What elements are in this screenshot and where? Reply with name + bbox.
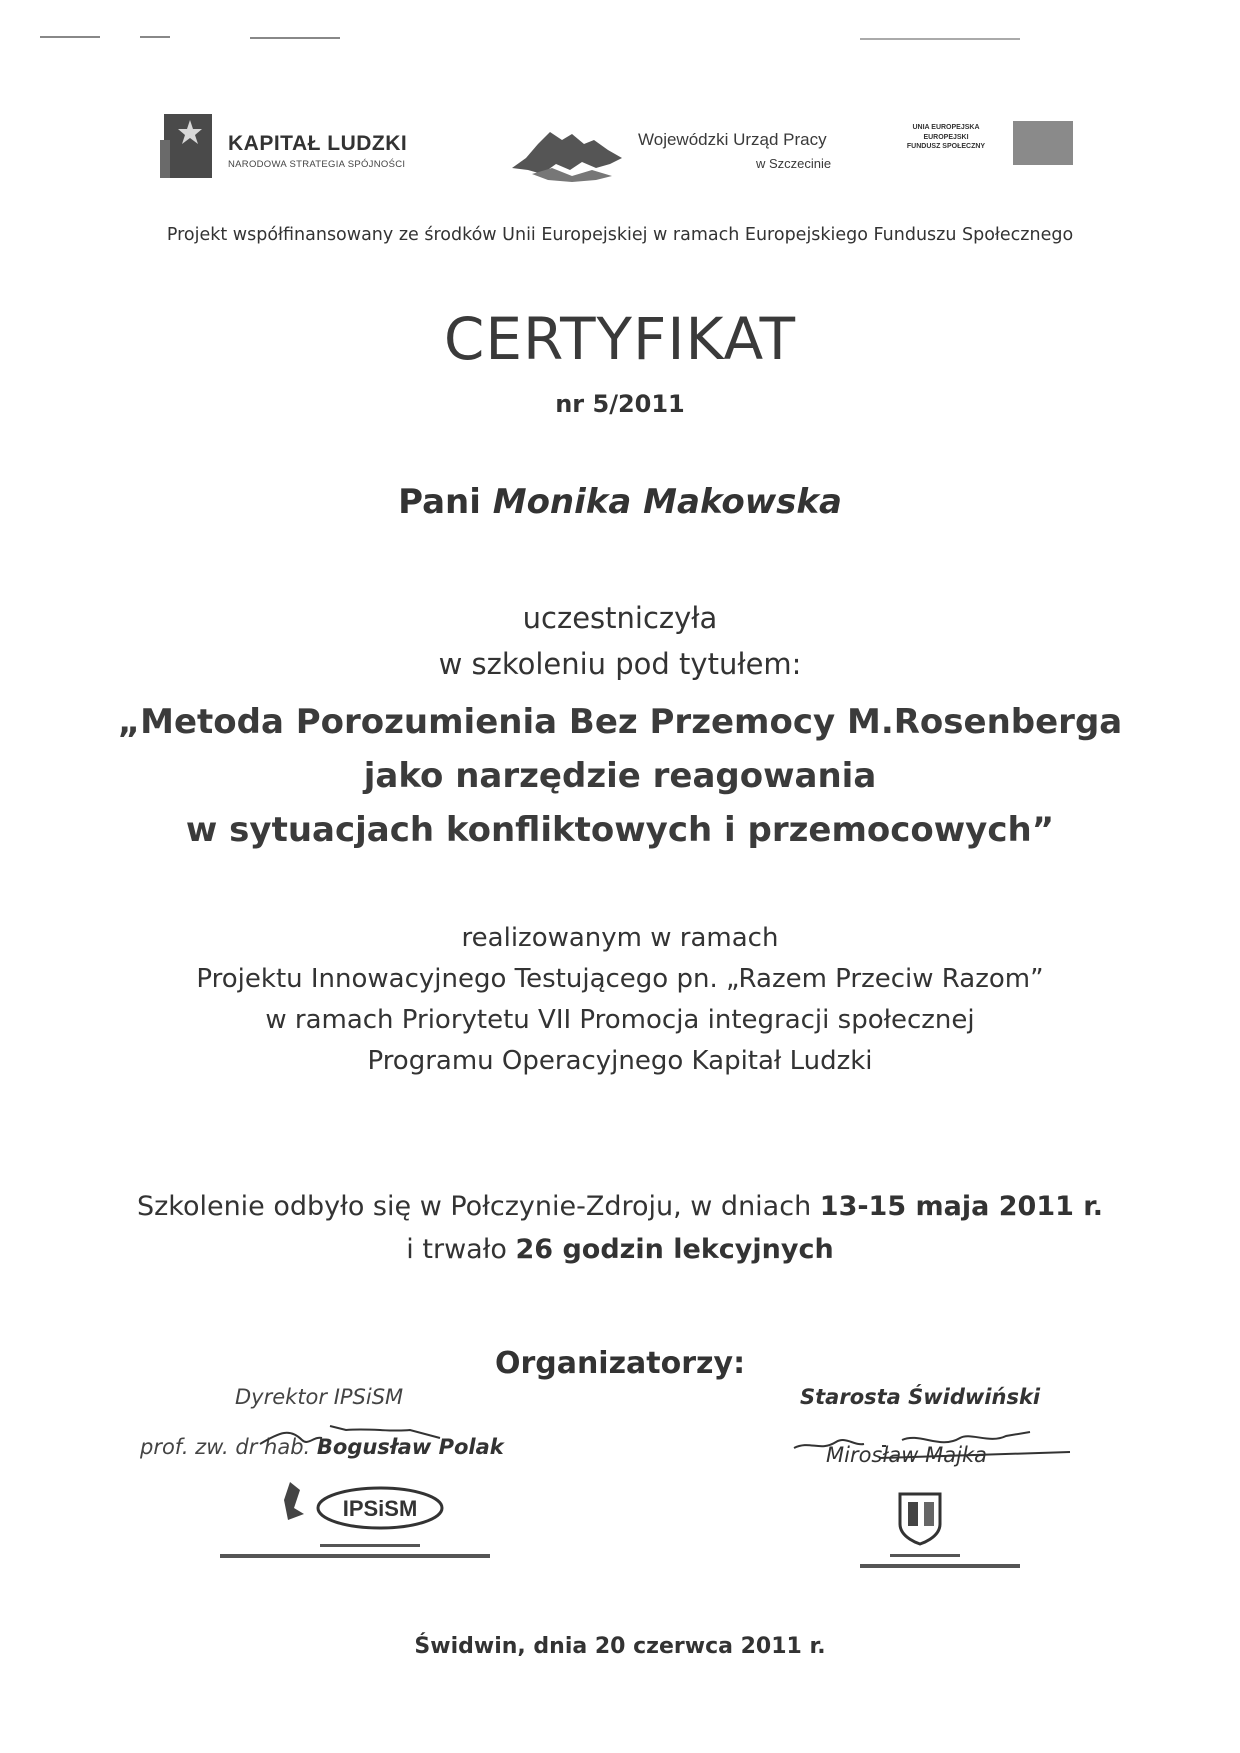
course-title-line: „Metoda Porozumienia Bez Przemocy M.Rosenberga (117, 702, 1123, 742)
signatory-role: Starosta Świdwiński (800, 1385, 1041, 1409)
recipient (0, 482, 1240, 522)
course-title-line: w sytuacjach konfliktowych i przemocowych” (185, 810, 1055, 850)
project-line: w ramach Priorytetu VII Promocja integracji społecznej (265, 1005, 975, 1035)
person-name: Bogusław Polak (316, 1435, 504, 1459)
recipient-name: Monika Makowska (492, 482, 842, 522)
eu-line: UNIA EUROPEJSKA (912, 124, 980, 131)
duration-prefix: i trwało (406, 1234, 516, 1265)
organizers-heading: Organizatorzy: (494, 1346, 746, 1381)
county-stamp (850, 1488, 1030, 1583)
scan-artifact (250, 37, 340, 39)
venue-dates: 13-15 maja 2011 r. (819, 1191, 1104, 1222)
ipsism-stamp (200, 1480, 500, 1580)
scan-artifact (140, 36, 170, 38)
scan-artifact (860, 38, 1020, 40)
project-line: Programu Operacyjnego Kapitał Ludzki (367, 1046, 873, 1076)
duration-hours: 26 godzin lekcyjnych (515, 1234, 834, 1265)
participation-line: uczestniczyła (522, 601, 718, 635)
funding-note: Projekt współfinansowany ze środków Unii Europejskiej w ramach Europejskiego Funduszu Społecznego (166, 225, 1074, 245)
venue-prefix: Szkolenie odbyło się w Połczynie-Zdroju, w dniach (136, 1191, 820, 1222)
eu-flag-icon (1013, 121, 1073, 165)
wup-name: Wojewódzki Urząd Pracy (638, 130, 827, 149)
kapital-ludzki-emblem-icon (160, 110, 216, 182)
wup-logo (512, 118, 852, 188)
salutation: Pani (398, 482, 481, 522)
place-and-date: Świdwin, dnia 20 czerwca 2011 r. (414, 1634, 826, 1659)
certificate-title: CERTYFIKAT (443, 305, 797, 373)
signature-left (250, 1418, 450, 1458)
venue-text (0, 1185, 1240, 1271)
mountains-icon (512, 124, 622, 182)
signatory-name: Mirosław Majka (826, 1443, 987, 1467)
eu-line: FUNDUSZ SPOŁECZNY (906, 143, 986, 150)
certificate-number: nr 5/2011 (555, 390, 685, 418)
ipsism-emblem-icon (284, 1482, 304, 1520)
kapital-ludzki-logo (160, 110, 490, 190)
project-text (0, 918, 1240, 1082)
kapital-ludzki-title: KAPITAŁ LUDZKI (228, 132, 408, 155)
scan-artifact (40, 36, 100, 38)
course-title (0, 695, 1240, 857)
participation-text (0, 595, 1240, 687)
eu-line: EUROPEJSKI (923, 133, 969, 141)
participation-line: w szkoleniu pod tytułem: (438, 647, 802, 681)
signature-right (790, 1422, 1080, 1468)
venue-line (0, 1185, 1240, 1228)
project-line: realizowanym w ramach (461, 923, 779, 953)
project-line: Projektu Innowacyjnego Testującego pn. „Razem Przeciw Razom” (196, 964, 1044, 994)
signatory-role: Dyrektor IPSiSM (235, 1385, 404, 1409)
wup-city: w Szczecinie (756, 156, 832, 171)
academic-title: prof. zw. dr hab. (140, 1435, 317, 1459)
eu-logo (885, 121, 1085, 169)
eu-text (885, 123, 1007, 152)
kapital-ludzki-subtitle: NARODOWA STRATEGIA SPÓJNOŚCI (228, 159, 406, 170)
venue-line (0, 1228, 1240, 1271)
course-title-line: jako narzędzie reagowania (363, 756, 877, 796)
stamp-label: IPSiSM (342, 1496, 418, 1521)
